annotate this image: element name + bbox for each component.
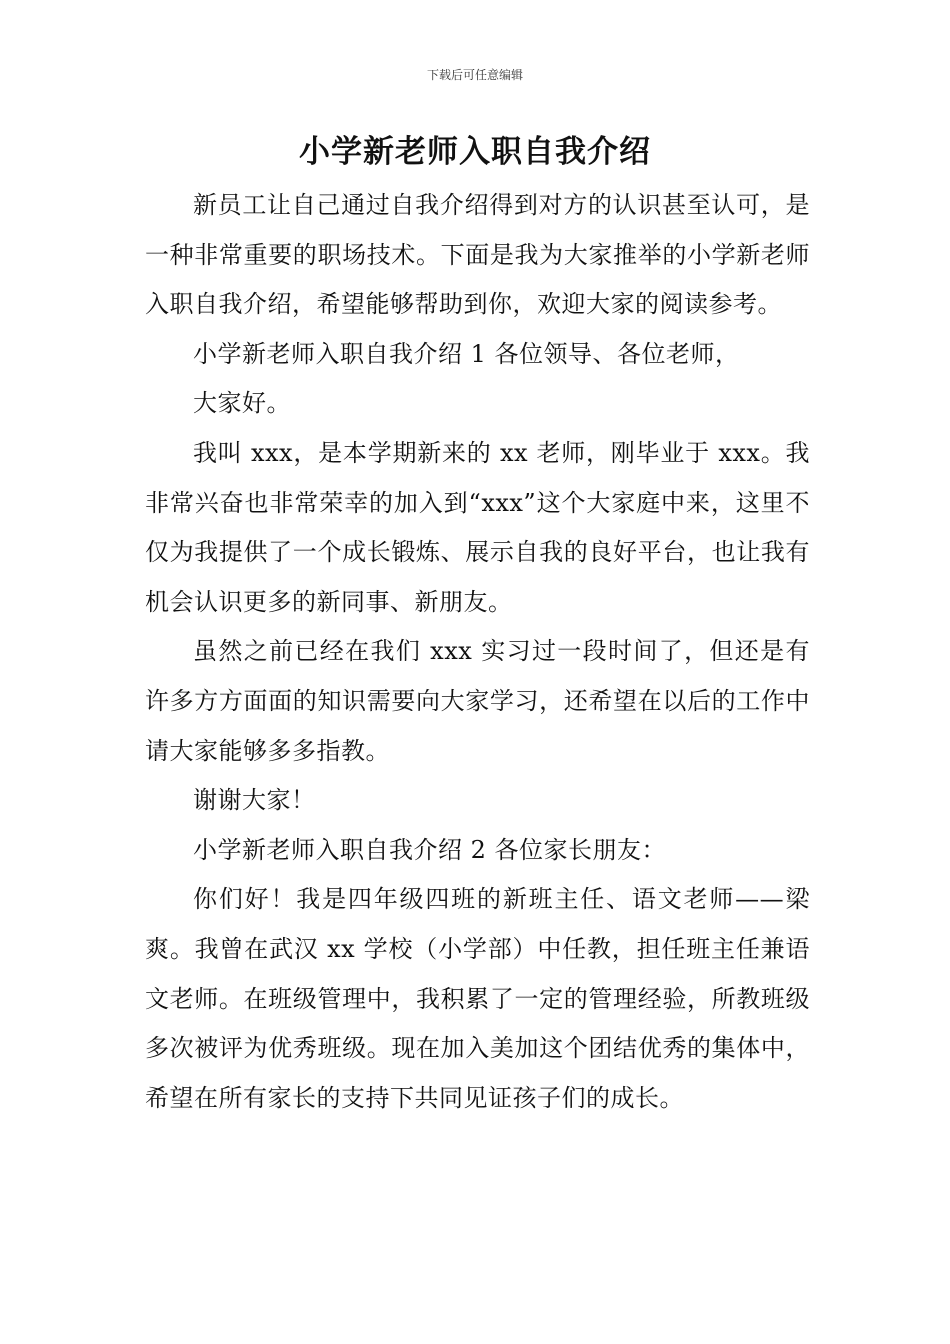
header-note: 下载后可任意编辑: [426, 68, 523, 82]
paragraph-self-intro: 我叫 xxx，是本学期新来的 xx 老师，刚毕业于 xxx。我非常兴奋也非常荣幸的加入到“xxx”这个大家庭中来，这里不仅为我提供了一个成长锻炼、展示自我的良好平台，也让我有机会认识更多的新同事、新朋友。: [145, 438, 810, 616]
document-body: [145, 181, 810, 1123]
paragraph-parents-intro: 你们好！我是四年级四班的新班主任、语文老师——梁爽。我曾在武汉 xx 学校（小学部）中任教，担任班主任兼语文老师。在班级管理中，我积累了一定的管理经验，所教班级多次被评为优秀班级。现在加入美加这个团结优秀的集体中，希望在所有家长的支持下共同见证孩子们的成长。: [145, 885, 810, 1112]
paragraph-section-2-heading: 小学新老师入职自我介绍 2 各位家长朋友：: [193, 835, 667, 864]
paragraph-greeting: 大家好。: [193, 389, 291, 418]
paragraph-learning: 虽然之前已经在我们 xxx 实习过一段时间了，但还是有许多方方面面的知识需要向大家学习，还希望在以后的工作中请大家能够多多指教。: [145, 637, 810, 765]
paragraph-thanks: 谢谢大家！: [193, 786, 316, 815]
paragraph-section-1-heading: 小学新老师入职自我介绍 1 各位领导、各位老师，: [193, 339, 740, 368]
document-title: 小学新老师入职自我介绍: [299, 134, 651, 170]
paragraph-intro: 新员工让自己通过自我介绍得到对方的认识甚至认可，是一种非常重要的职场技术。下面是我为大家推举的小学新老师入职自我介绍，希望能够帮助到你，欢迎大家的阅读参考。: [145, 191, 810, 319]
